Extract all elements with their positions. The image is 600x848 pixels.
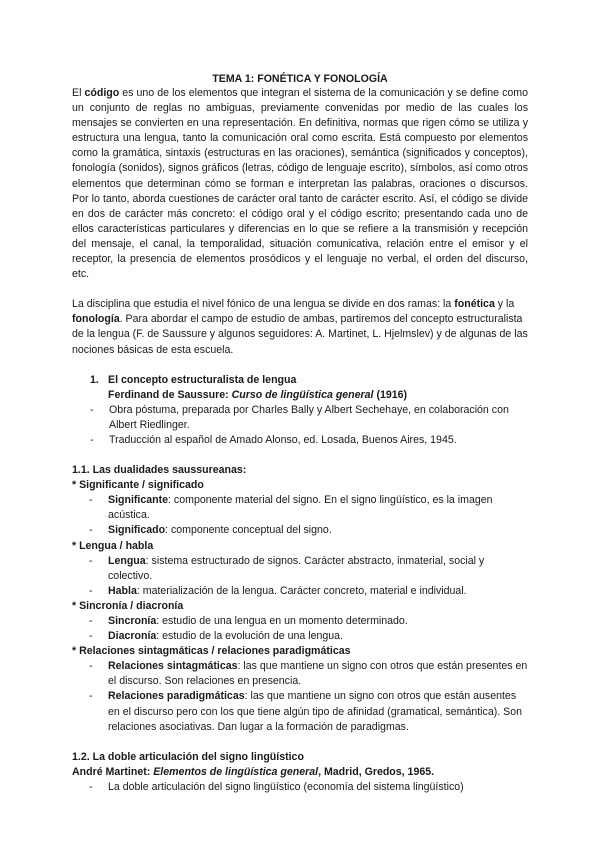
section-1-1-heading: 1.1. Las dualidades saussureanas:	[72, 464, 247, 477]
list-item	[89, 629, 528, 644]
section-1-list	[90, 403, 528, 448]
term: Significado	[108, 524, 166, 537]
intro-text-pre: El	[72, 87, 85, 99]
section-1-2-work: Elementos de lingüística general	[153, 765, 319, 778]
para2-term-fonetica: fonética	[454, 298, 495, 311]
list-item	[89, 659, 528, 689]
page-title: TEMA 1: FONÉTICA Y FONOLOGÍA	[212, 73, 388, 85]
definition: : estudio de una lengua en un momento determinado.	[156, 615, 408, 627]
definition: : componente material del signo. En el signo lingüístico, es la imagen acústica.	[108, 494, 493, 522]
definition: : sistema estructurado de signos. Carácter abstracto, inmaterial, social y colectivo.	[108, 554, 485, 582]
definition: : las que mantiene un signo con otros que están ausentes en el discurso pero con los que tiene algún tipo de afinidad (gramatical, semántica). Son relaciones asociativas. Dan lugar a la formación de paradigmas.	[108, 690, 522, 733]
para2-term-fonologia: fonología	[72, 313, 120, 326]
duality-title: * Sincronía / diacronía	[72, 599, 184, 612]
term: Sincronía	[108, 615, 157, 627]
term: Lengua	[108, 554, 146, 567]
section-1-2-publisher: , Madrid, Gredos, 1965.	[318, 765, 435, 778]
para2-text-2: y la	[494, 298, 515, 311]
section-1-work: Curso de lingüística general	[231, 388, 374, 401]
duality-list	[89, 614, 528, 644]
term: Habla	[108, 584, 137, 597]
duality-title: * Relaciones sintagmáticas / relaciones paradigmáticas	[72, 645, 351, 658]
duality-list	[89, 493, 528, 538]
section-1-item	[90, 373, 528, 448]
section-1	[72, 373, 528, 448]
section-1-2-author: André Martinet:	[72, 765, 154, 778]
section-1-2-reference	[72, 765, 528, 780]
para2-text-3: . Para abordar el campo de estudio de ambas, partiremos del concepto estructuralista de la lengua (F. de Saussure y algunos seguidores: A. Martinet, L. Hjelmslev) y de algunas de las nociones básicas de esta escuela.	[72, 313, 528, 356]
discipline-paragraph	[72, 297, 528, 357]
duality-list	[89, 659, 528, 734]
section-1-year: (1916)	[373, 388, 408, 401]
list-item	[89, 584, 528, 599]
list-item	[89, 554, 528, 584]
duality-title: * Significante / significado	[72, 479, 204, 492]
definition: : estudio de la evolución de una lengua.	[156, 630, 343, 643]
list-item: - La doble articulación del signo lingüístico (economía del sistema lingüístico)	[89, 780, 528, 795]
duality-list	[89, 554, 528, 599]
list-item	[89, 493, 528, 523]
intro-text-post: es uno de los elementos que integran el sistema de la comunicación y se define como un conjunto de reglas no ambiguas, previamente convenidas por medio de las cuales los mensajes se convierten en una representación. En definitiva, normas que rigen cómo se utiliza y estructura una lengua, tanto la comunicación oral como escrita. Está compuesto por elementos como la gramática, sintaxis (estructuras en las oraciones), semántica (significados y conceptos), fonología (sonidos), signos gráficos (letras, código de lenguaje escrito), símbolos, así como otros elementos que determinan cómo se forman e interpretan las palabras, oraciones o discursos. Por lo tanto, aborda cuestiones de carácter oral tanto de carácter escrito. Así, el código se divide en dos de carácter más concreto: el código oral y el código escrito; presentando cada uno de ellos características particulares y diferencias en lo que se refiere a la transmisión y recepción del mensaje, el canal, la temporalidad, situación comunicativa, relación entre el emisor y el receptor, la presencia de elementos prosódicos y el lenguaje no verbal, el orden del discurso, etc.	[72, 87, 528, 281]
term: Significante	[108, 494, 169, 507]
duality-title: * Lengua / habla	[72, 539, 154, 552]
term: Diacronía	[108, 630, 157, 643]
section-1-heading: El concepto estructuralista de lengua	[108, 373, 297, 386]
list-item	[89, 614, 528, 629]
definition: : componente conceptual del signo.	[165, 524, 332, 537]
list-item	[89, 689, 528, 734]
section-1-2-list	[89, 780, 528, 795]
section-1-2-heading: 1.2. La doble articulación del signo lingüístico	[72, 750, 304, 763]
definition: : materialización de la lengua. Carácter concreto, material e individual.	[136, 584, 467, 597]
section-1-number: 1.	[90, 373, 99, 386]
section-1-author: Ferdinand de Saussure:	[108, 388, 232, 401]
definition: : las que mantiene un signo con otros que están presentes en el discurso. Son relaciones en presencia.	[108, 660, 528, 688]
list-item: - Obra póstuma, preparada por Charles Bally y Albert Sechehaye, en colaboración con Albert Riedlinger.	[90, 403, 528, 433]
list-item	[89, 523, 528, 538]
term: Relaciones paradigmáticas	[108, 690, 245, 703]
intro-paragraph	[72, 86, 528, 282]
para2-text-1: La disciplina que estudia el nivel fónico de una lengua se divide en dos ramas: la	[72, 298, 455, 311]
intro-bold-term: código	[84, 87, 120, 99]
section-1-reference	[108, 388, 528, 403]
list-item: - Traducción al español de Amado Alonso, ed. Losada, Buenos Aires, 1945.	[90, 433, 528, 448]
term: Relaciones sintagmáticas	[108, 660, 238, 673]
